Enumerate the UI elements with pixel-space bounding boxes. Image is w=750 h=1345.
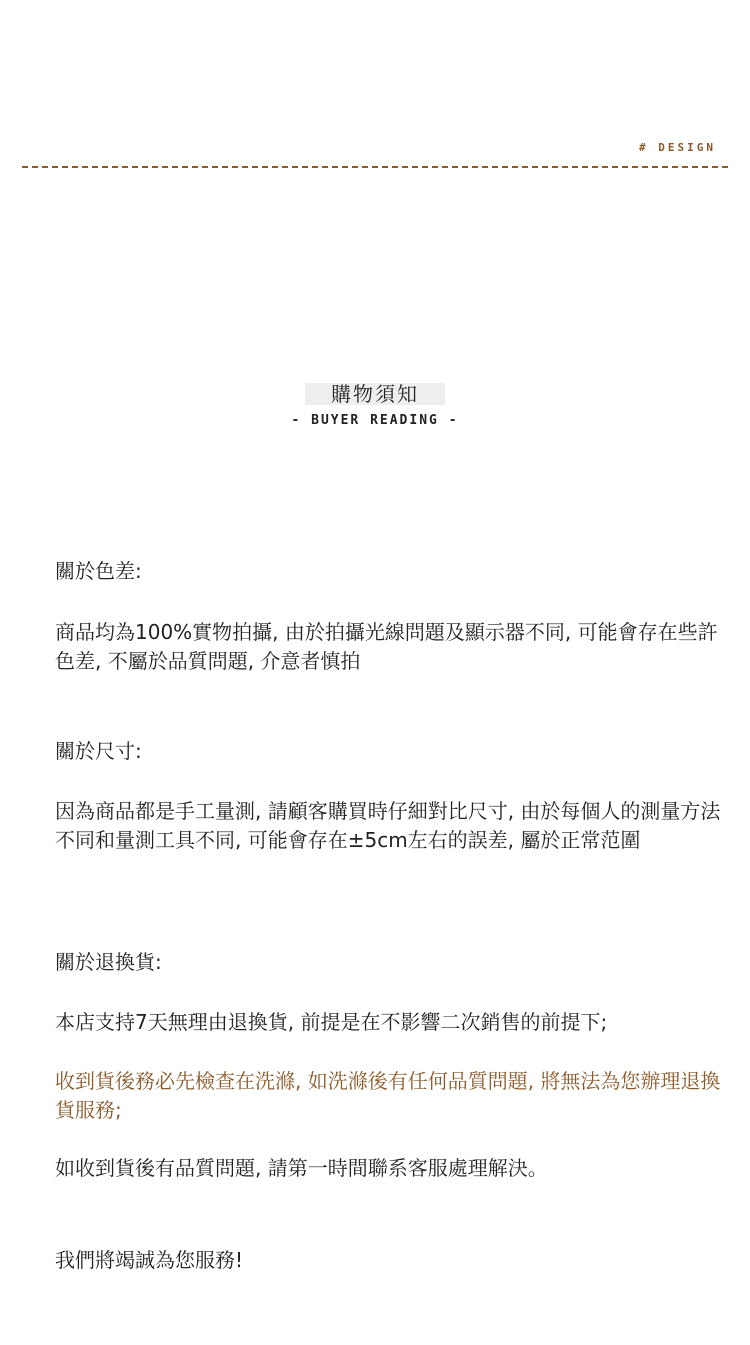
size-heading: 關於尺寸:	[55, 739, 142, 763]
closing-text: 我們將竭誠為您服務!	[55, 1248, 244, 1272]
size-body: 因為商品都是手工量測, 請顧客購買時仔細對比尺寸, 由於每個人的測量方法不同和量測工具不同, 可能會存在±5cm左右的誤差, 屬於正常范圍	[55, 799, 721, 852]
color-heading: 關於色差:	[55, 559, 142, 583]
design-tag: # DESIGN	[639, 141, 716, 154]
returns-body-2: 收到貨後務必先檢查在洗滌, 如洗滌後有任何品質問題, 將無法為您辦理退換貨服務;	[55, 1069, 721, 1122]
returns-body-3: 如收到貨後有品質問題, 請第一時間聯系客服處理解決。	[55, 1156, 548, 1180]
page-subtitle: - BUYER READING -	[291, 413, 459, 428]
title-block	[0, 383, 750, 428]
returns-body-1: 本店支持7天無理由退換貨, 前提是在不影響二次銷售的前提下;	[55, 1010, 608, 1034]
color-body: 商品均為100%實物拍攝, 由於拍攝光線問題及顯示器不同, 可能會存在些許色差, 不屬於品質問題, 介意者慎拍	[55, 620, 718, 673]
page-title: 購物須知	[305, 383, 445, 405]
returns-heading: 關於退換貨:	[55, 950, 162, 974]
dashed-divider	[22, 166, 728, 168]
